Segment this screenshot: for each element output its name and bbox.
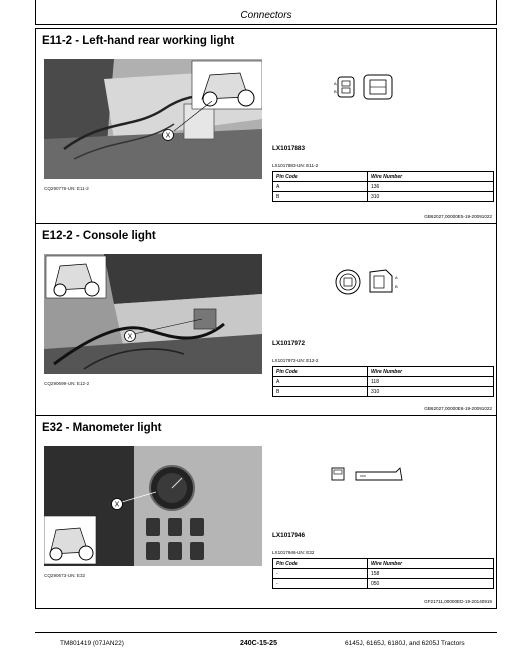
table-row [273, 387, 494, 397]
table-row [273, 182, 494, 192]
connector-diagram [326, 67, 406, 107]
wire-number: 050 [368, 579, 494, 589]
pin-code: A [273, 377, 368, 387]
photo-caption: CQ290776-UN: E11-2 [44, 186, 89, 191]
column-header: Pin Code [273, 172, 368, 182]
table-row [273, 192, 494, 202]
wire-number: 310 [368, 192, 494, 202]
wire-number: 118 [368, 377, 494, 387]
pin-table [272, 171, 494, 202]
table-row [273, 579, 494, 589]
svg-text:A: A [334, 81, 337, 86]
connector-section-e12-2 [35, 223, 497, 416]
callout-label: X [127, 333, 133, 341]
table-row [273, 569, 494, 579]
wire-number: 136 [368, 182, 494, 192]
footer-doc-number: TM801419 (07JAN22) [60, 640, 124, 647]
table-caption: LX1017946-UN: E32 [272, 550, 315, 555]
connector-location-photo [44, 254, 262, 374]
column-header: Pin Code [273, 367, 368, 377]
photo-caption: CQ290673-UN: E32 [44, 573, 86, 578]
table-caption: LX1017883-UN: E11-2 [272, 163, 319, 168]
part-number: LX1017883 [272, 145, 306, 152]
footer-page-number: 240C-15-25 [240, 640, 277, 647]
connector-diagram [326, 454, 406, 494]
connector-location-photo [44, 446, 262, 566]
table-row [273, 377, 494, 387]
page-title: Connectors [240, 10, 292, 21]
pin-code: B [273, 387, 368, 397]
pin-table [272, 558, 494, 589]
connector-section-e11-2 [35, 28, 497, 224]
part-number: LX1017972 [272, 340, 306, 347]
doc-id: GB62027,00000E5-19-20091022 [424, 214, 492, 219]
column-header: Wire Number [368, 367, 494, 377]
section-title: E12-2 - Console light [42, 230, 156, 242]
callout-label: X [114, 501, 120, 509]
column-header: Wire Number [368, 172, 494, 182]
callout-label: X [165, 132, 171, 140]
page-header [35, 0, 497, 25]
wire-number: 158 [368, 569, 494, 579]
part-number: LX1017946 [272, 532, 306, 539]
svg-text:A: A [395, 275, 398, 280]
pin-code: - [273, 569, 368, 579]
column-header: Pin Code [273, 559, 368, 569]
photo-caption: CQ290699-UN: E12-2 [44, 381, 90, 386]
doc-id: GB62027,00000E6-19-20091022 [424, 406, 492, 411]
pin-code: A [273, 182, 368, 192]
connector-location-photo [44, 59, 262, 179]
column-header: Wire Number [368, 559, 494, 569]
connector-section-e32 [35, 415, 497, 609]
svg-text:B: B [334, 89, 337, 94]
pin-code: B [273, 192, 368, 202]
svg-text:B: B [395, 284, 398, 289]
wire-number: 310 [368, 387, 494, 397]
pin-table [272, 366, 494, 397]
table-caption: LX1017972-UN: E12-2 [272, 358, 319, 363]
doc-id: GF21711,00000ED-19-20140919 [424, 599, 492, 604]
connector-diagram [326, 262, 406, 302]
section-title: E32 - Manometer light [42, 422, 162, 434]
pin-code: - [273, 579, 368, 589]
footer-divider [35, 632, 497, 633]
section-title: E11-2 - Left-hand rear working light [42, 35, 235, 47]
footer-model-list: 6145J, 6165J, 6180J, and 6205J Tractors [345, 640, 465, 647]
